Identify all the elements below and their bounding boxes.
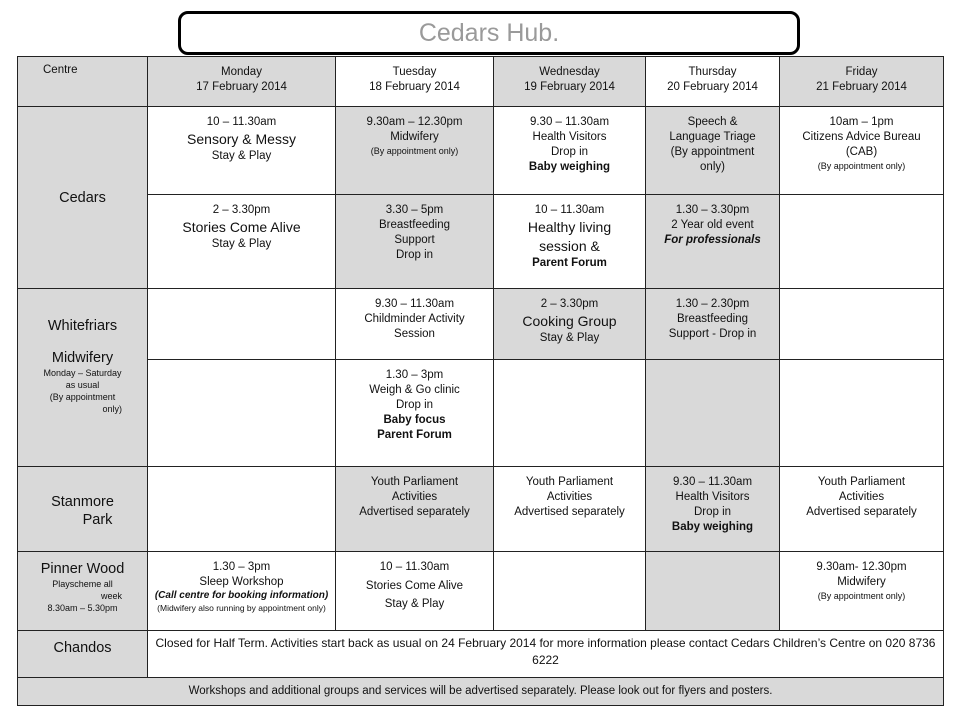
session-bold: Parent Forum <box>532 257 607 270</box>
pinner-wed-empty <box>494 551 646 631</box>
session-title: Health Visitors <box>532 131 607 144</box>
centre-note: Playscheme all <box>52 578 113 589</box>
session-line: Stories Come Alive <box>365 579 464 592</box>
cedars-fri-2-empty <box>780 195 944 289</box>
timetable <box>17 56 944 706</box>
stanmore-fri <box>780 466 944 551</box>
session-bold: Baby weighing <box>671 520 754 533</box>
session-time: 2 – 3.30pm <box>540 298 599 311</box>
stanmore-tue <box>336 466 494 551</box>
session-line: Midwifery <box>837 575 886 588</box>
whitefriars-fri-1-empty <box>780 289 944 360</box>
centre-whitefriars <box>18 289 148 467</box>
session-line: Session <box>394 328 435 341</box>
whitefriars-fri-2-empty <box>780 359 944 466</box>
day-header-wednesday <box>494 57 646 107</box>
session-line: 2 Year old event <box>671 219 754 232</box>
session-time: 9.30 – 11.30am <box>529 116 610 129</box>
footer-note: Workshops and additional groups and services will be advertised separately. Please look out for flyers and posters. <box>18 677 944 705</box>
cedars-fri-1 <box>780 107 944 195</box>
day-name: Monday <box>221 66 262 78</box>
cedars-mon-1 <box>148 107 336 195</box>
session-line: Youth Parliament <box>817 475 906 488</box>
session-line: (By appointment <box>670 146 755 159</box>
cedars-thu-1 <box>646 107 780 195</box>
session-time: 2 – 3.30pm <box>212 204 271 217</box>
session-title: Cooking Group <box>522 313 617 330</box>
session-line: Youth Parliament <box>525 475 614 488</box>
centre-chandos <box>18 631 148 677</box>
centre-header: Centre <box>18 57 148 107</box>
session-note: (By appointment only) <box>370 146 459 157</box>
day-name: Tuesday <box>392 66 437 78</box>
day-header-friday <box>780 57 944 107</box>
session-line: Support <box>394 234 435 247</box>
centre-cedars <box>18 107 148 289</box>
session-time: 9.30am – 12.30pm <box>366 116 463 129</box>
centre-name: Whitefriars <box>47 318 118 335</box>
session-line: Health Visitors <box>675 490 750 503</box>
centre-name: Pinner Wood <box>40 560 125 577</box>
session-line: Activities <box>838 490 885 503</box>
centre-pinner <box>18 551 148 631</box>
centre-note: week <box>100 590 122 601</box>
stanmore-row <box>18 466 944 551</box>
session-line: Weigh & Go clinic <box>369 383 460 396</box>
session-line: Language Triage <box>669 131 756 144</box>
day-header-tuesday <box>336 57 494 107</box>
day-date: 21 February 2014 <box>816 81 907 93</box>
whitefriars-wed-1 <box>494 289 646 360</box>
session-time: 1.30 – 3pm <box>385 368 444 381</box>
session-time: 10 – 11.30am <box>206 116 277 129</box>
session-time: 1.30 – 3pm <box>212 560 271 573</box>
whitefriars-wed-2-empty <box>494 359 646 466</box>
session-sub: Stay & Play <box>211 238 272 251</box>
session-line: Drop in <box>395 398 434 411</box>
day-header-monday <box>148 57 336 107</box>
session-time: 9.30 – 11.30am <box>374 298 455 311</box>
centre-name: Cedars <box>59 190 106 207</box>
centre-name: Stanmore <box>51 493 114 510</box>
centre-note: Monday – Saturday <box>43 368 122 379</box>
pinner-tue <box>336 551 494 631</box>
session-bold: Baby weighing <box>528 161 611 174</box>
cedars-mon-2 <box>148 195 336 289</box>
centre-stanmore <box>18 466 148 551</box>
whitefriars-tue-2 <box>336 359 494 466</box>
header-row <box>18 57 944 107</box>
centre-note: only) <box>102 404 122 415</box>
footer-row <box>18 677 944 705</box>
day-date: 19 February 2014 <box>524 81 615 93</box>
centre-sub-name: Midwifery <box>51 350 114 367</box>
cedars-wed-2 <box>494 195 646 289</box>
cedars-tue-1 <box>336 107 494 195</box>
session-line: Activities <box>391 490 438 503</box>
session-line: Sleep Workshop <box>199 575 284 588</box>
whitefriars-row-2 <box>18 359 944 466</box>
centre-note: (By appointment <box>49 392 116 403</box>
chandos-row <box>18 631 944 677</box>
session-line: Activities <box>546 490 593 503</box>
session-note: (By appointment only) <box>817 161 906 172</box>
session-bold: Baby focus <box>383 413 446 426</box>
session-line: Youth Parliament <box>370 475 459 488</box>
session-line: Drop in <box>395 249 434 262</box>
cedars-row-1 <box>18 107 944 195</box>
chandos-message <box>148 631 944 677</box>
day-name: Friday <box>845 66 878 78</box>
session-line: Childminder Activity <box>364 313 465 326</box>
day-header-thursday <box>646 57 780 107</box>
whitefriars-thu-1 <box>646 289 780 360</box>
whitefriars-mon-2-empty <box>148 359 336 466</box>
session-time: 3.30 – 5pm <box>385 204 444 217</box>
session-line: Advertised separately <box>359 505 470 518</box>
session-title: Stories Come Alive <box>182 219 301 236</box>
stanmore-mon-empty <box>148 466 336 551</box>
session-time: 10 – 11.30am <box>534 204 605 217</box>
whitefriars-mon-1-empty <box>148 289 336 360</box>
centre-name-cont: Park <box>82 511 113 528</box>
session-line: (CAB) <box>845 146 878 159</box>
cedars-thu-2 <box>646 195 780 289</box>
session-time: 1.30 – 3.30pm <box>675 204 750 217</box>
cedars-wed-1 <box>494 107 646 195</box>
whitefriars-tue-1 <box>336 289 494 360</box>
session-bold: Parent Forum <box>377 428 452 441</box>
session-time: 9.30am- 12.30pm <box>816 560 907 573</box>
session-line: Advertised separately <box>806 505 917 518</box>
day-date: 20 February 2014 <box>667 81 758 93</box>
centre-note: 8.30am – 5.30pm <box>47 602 118 613</box>
session-line: Speech & <box>687 116 738 129</box>
session-time: 10am – 1pm <box>829 116 894 129</box>
day-name: Thursday <box>688 66 737 78</box>
stanmore-wed <box>494 466 646 551</box>
session-sub: Stay & Play <box>211 150 272 163</box>
whitefriars-row-1 <box>18 289 944 360</box>
day-name: Wednesday <box>539 66 600 78</box>
session-bold: (Call centre for booking information) <box>154 589 329 601</box>
pinner-mon <box>148 551 336 631</box>
session-line: Drop in <box>693 505 732 518</box>
session-line: Stay & Play <box>384 597 445 610</box>
session-title: Sensory & Messy <box>187 131 296 148</box>
session-line: Breastfeeding <box>379 219 450 232</box>
session-title: Midwifery <box>390 131 439 144</box>
session-note: (Midwifery also running by appointment only) <box>157 602 326 613</box>
pinner-fri <box>780 551 944 631</box>
centre-note: as usual <box>65 380 100 391</box>
closure-message: Closed for Half Term. Activities start back as usual on 24 February 2014 for more information please contact Cedars Children’s Centre on 020 8736 6222 <box>155 636 936 668</box>
cedars-row-2 <box>18 195 944 289</box>
session-line: Breastfeeding <box>677 313 748 326</box>
session-line: Support - Drop in <box>668 328 757 341</box>
whitefriars-thu-2-empty <box>646 359 780 466</box>
pinner-row <box>18 551 944 631</box>
session-line: Citizens Advice Bureau <box>802 131 921 144</box>
session-note: (By appointment only) <box>817 590 906 601</box>
session-line: Advertised separately <box>514 505 625 518</box>
day-date: 18 February 2014 <box>369 81 460 93</box>
session-time: 1.30 – 2.30pm <box>675 298 750 311</box>
session-sub: Drop in <box>550 146 589 159</box>
centre-name: Chandos <box>53 640 112 657</box>
pinner-thu-empty <box>646 551 780 631</box>
session-bold: For professionals <box>664 234 761 247</box>
session-line: only) <box>700 161 725 174</box>
day-date: 17 February 2014 <box>196 81 287 93</box>
session-line: Healthy living <box>527 219 612 236</box>
session-time: 9.30 – 11.30am <box>672 475 753 488</box>
session-line: session & <box>539 238 600 255</box>
page-title: Cedars Hub. <box>178 11 800 55</box>
cedars-tue-2 <box>336 195 494 289</box>
stanmore-thu <box>646 466 780 551</box>
session-sub: Stay & Play <box>539 332 600 345</box>
session-time: 10 – 11.30am <box>379 560 450 573</box>
